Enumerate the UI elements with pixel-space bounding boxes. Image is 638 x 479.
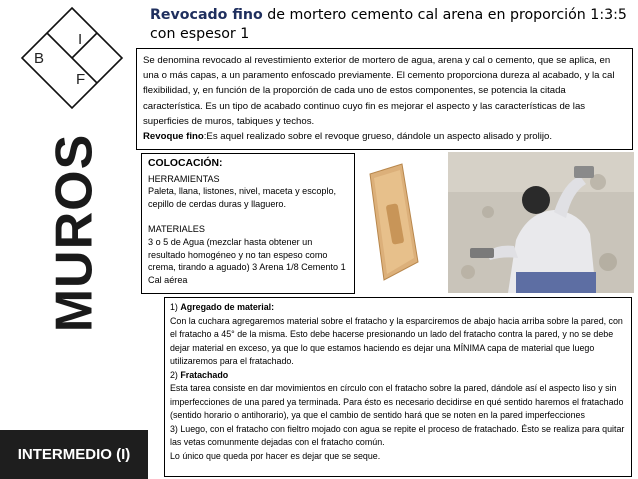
colocacion-box	[141, 153, 355, 294]
step-1-number: 1)	[170, 302, 181, 312]
title-rest: de mortero cemento cal arena en proporción 1:3:5 con espesor 1	[150, 7, 627, 42]
intro-text: Se denomina revocado al revestimiento exterior de mortero de agua, arena y cal o cemento, que se aplica, en una o más capas, a un paramento enfoscado previamente. El cemento proporciona dureza al acabado, y la cal flexibilidad, y, en función de la proporción de cada uno de estos componentes, se potencia la citada característica. Es un tipo de acabado continuo cuyo fin es mejorar el aspecto y las características de las superficies de muros, tabiques y techos.	[143, 55, 615, 127]
plastering-photo	[358, 152, 634, 293]
step-3-text: 3) Luego, con el fratacho con fieltro mojado con agua se repite el proceso de fratachado. Ésto se realiza para quitar las vetas comunmente dejadas con el fratacho común.	[170, 423, 625, 447]
definition-term: Revoque fino	[143, 131, 204, 143]
logo-letter-f: F	[76, 71, 86, 88]
step-1-text: Con la cuchara agregaremos material sobre el fratacho y la esparciremos de abajo hacia arriba sobre la pared, con el fratacho a 45° de la misma. Esto debe hacerse presionando un lado del fratacho contra la pared, y no se debe dejar material en exceso, ya que lo que estamos haciendo es dejar una MÍNIMA capa de material que luego utilizaremos para el fratachado.	[170, 315, 623, 366]
sidebar	[0, 0, 148, 479]
section-title-vertical	[45, 133, 103, 333]
title-bold: Revocado fino	[150, 7, 263, 23]
colocacion-heading: COLOCACIÓN:	[148, 158, 223, 169]
tools-text: Paleta, llana, listones, nivel, maceta y escoplo, cepillo de cerdas duras y llaguero.	[148, 186, 337, 209]
logo-letter-b: B	[34, 50, 45, 67]
step-1-title: Agregado de material:	[180, 302, 275, 312]
step-2-title: Fratachado	[180, 369, 229, 380]
tools-title: HERRAMIENTAS	[148, 173, 220, 184]
steps-box	[164, 297, 632, 477]
logo-letter-i: I	[78, 31, 83, 48]
logo-diamond-icon	[20, 6, 124, 110]
muros-label: MUROS	[45, 133, 103, 333]
definition-text: :Es aquel realizado sobre el revoque grueso, dándole un aspecto alisado y prolijo.	[203, 131, 553, 143]
materials-text: 3 o 5 de Agua (mezclar hasta obtener un resultado homogéneo y no tan espeso como crema, tirando a aguado) 3 Arena 1/8 Cemento 1 Cal aérea	[148, 236, 346, 285]
step-3-text-final: Lo único que queda por hacer es dejar que se seque.	[170, 450, 381, 461]
page-title	[150, 6, 635, 44]
materials-title: MATERIALES	[148, 224, 205, 235]
step-2-number: 2)	[170, 369, 181, 380]
step-2-text: Esta tarea consiste en dar movimientos en círculo con el fratacho sobre la pared, dándole así el aspecto liso y sin imperfecciones de una pared ya terminada. Para ésto es necesario decidirse en qué sentido haremos el fratachado (sentido horario o antihorario), ya que el cambio de sentido hará que se noten en la pared imperfecciones	[170, 383, 624, 420]
intro-box	[136, 48, 633, 150]
level-badge: INTERMEDIO (I)	[0, 430, 148, 479]
